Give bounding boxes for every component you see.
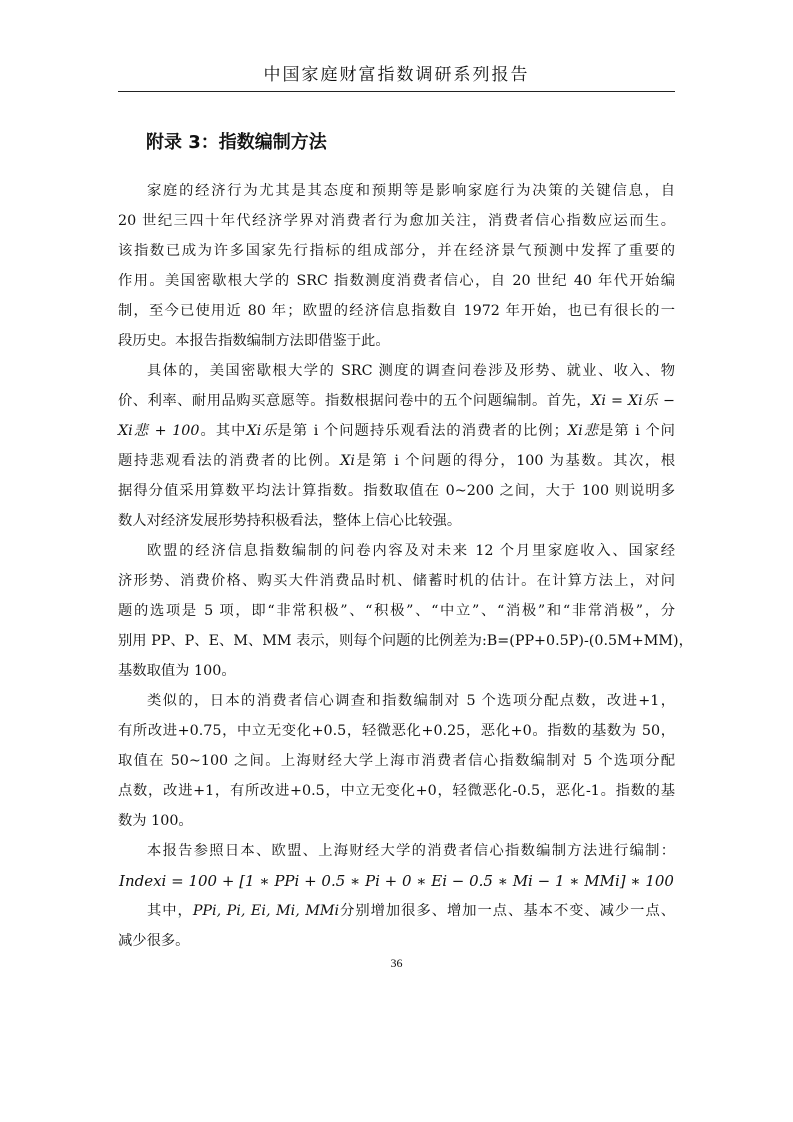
paragraph-line: 济形势、消费价格、购买大件消费品时机、储蓄时机的估计。在计算方法上，对问: [118, 573, 675, 589]
page-number: 36: [390, 956, 403, 970]
paragraph-line: [118, 416, 675, 446]
paragraph-line: [118, 896, 675, 926]
paragraph-line: [118, 446, 675, 476]
body-text: [118, 176, 693, 956]
paragraph-line: 据得分值采用算数平均法计算指数。指数取值在 0~200 之间，大于 100 则说明多: [118, 483, 675, 499]
paragraph-line: 该指数已成为许多国家先行指标的组成部分，并在经济景气预测中发挥了重要的: [118, 243, 675, 259]
display-formula: Indexi = 100 + [1 ∗ PPi + 0.5 ∗ Pi + 0 ∗ Ei − 0.5 ∗ Mi − 1 ∗ MMi] ∗ 100: [119, 872, 674, 890]
section-heading: 附录 3：指数编制方法: [146, 132, 327, 153]
running-header: 中国家庭财富指数调研系列报告: [263, 65, 530, 85]
paragraph-line: 基数取值为 100。: [118, 663, 236, 679]
inline-variable: Xi乐: [246, 423, 278, 439]
paragraph-line: 作用。美国密歇根大学的 SRC 指数测度消费者信心，自 20 世纪 40 年代开始编: [118, 273, 675, 289]
header-divider: [118, 91, 675, 92]
text-run: 其中，: [147, 903, 193, 919]
paragraph-line: 欧盟的经济信息指数编制的问卷内容及对未来 12 个月里家庭收入、国家经: [147, 543, 675, 559]
text-run: 是第 i 个问: [599, 423, 675, 439]
paragraph-line: 题的选项是 5 项，即“非常积极”、“积极”、“中立”、“消极”和“非常消极”，分: [118, 603, 675, 619]
paragraph-line: 20 世纪三四十年代经济学界对消费者行为愈加关注，消费者信心指数应运而生。: [118, 213, 675, 229]
paragraph-line: 本报告参照日本、欧盟、上海财经大学的消费者信心指数编制方法进行编制：: [147, 843, 675, 859]
text-run: 分别增加很多、增加一点、基本不变、减少一点、: [339, 903, 676, 919]
paragraph-line: 减少很多。: [118, 933, 190, 949]
inline-variable: Xi悲: [567, 423, 600, 439]
text-run: 价、利率、耐用品购买意愿等。指数根据问卷中的五个问题编制。首先，: [118, 393, 592, 409]
paragraph-line: 数人对经济发展形势持积极看法，整体上信心比较强。: [118, 513, 462, 529]
inline-variables: PPi, Pi, Ei, Mi, MMi: [192, 903, 340, 919]
paragraph-line: 取值在 50~100 之间。上海财经大学上海市消费者信心指数编制对 5 个选项分配: [118, 753, 675, 769]
paragraph-line: 家庭的经济行为尤其是其态度和预期等是影响家庭行为决策的关键信息，自: [147, 183, 675, 199]
text-run: 。其中: [199, 423, 247, 439]
inline-variable: Xi: [340, 453, 355, 469]
paragraph-line: 段历史。本报告指数编制方法即借鉴于此。: [118, 333, 390, 349]
paragraph-line: 数为 100。: [118, 813, 193, 829]
paragraph-line: [118, 386, 675, 416]
paragraph-line: 具体的，美国密歇根大学的 SRC 测度的调查问卷涉及形势、就业、收入、物: [147, 363, 675, 379]
paragraph-line: 有所改进+0.75，中立无变化+0.5，轻微恶化+0.25，恶化+0。指数的基数为 50，: [118, 723, 675, 739]
text-run: 是第 i 个问题持乐观看法的消费者的比例；: [277, 423, 568, 439]
paragraph-line: 点数，改进+1，有所改进+0.5，中立无变化+0，轻微恶化-0.5，恶化-1。指数的基: [118, 783, 675, 799]
paragraph-line: 别用 PP、P、E、M、MM 表示，则每个问题的比例差为:B=(PP+0.5P)-(0.5M+MM)，: [118, 633, 693, 649]
inline-formula: Xi悲 + 100: [118, 423, 200, 439]
text-run: 题持悲观看法的消费者的比例。: [118, 453, 341, 469]
paragraph-line: 制，至今已使用近 80 年；欧盟的经济信息指数自 1972 年开始，也已有很长的一: [118, 303, 675, 319]
paragraph-line: 类似的，日本的消费者信心调查和指数编制对 5 个选项分配点数，改进+1，: [147, 693, 675, 709]
inline-formula: Xi = Xi乐 −: [591, 393, 676, 409]
text-run: 是第 i 个问题的得分，100 为基数。其次，根: [354, 453, 675, 469]
